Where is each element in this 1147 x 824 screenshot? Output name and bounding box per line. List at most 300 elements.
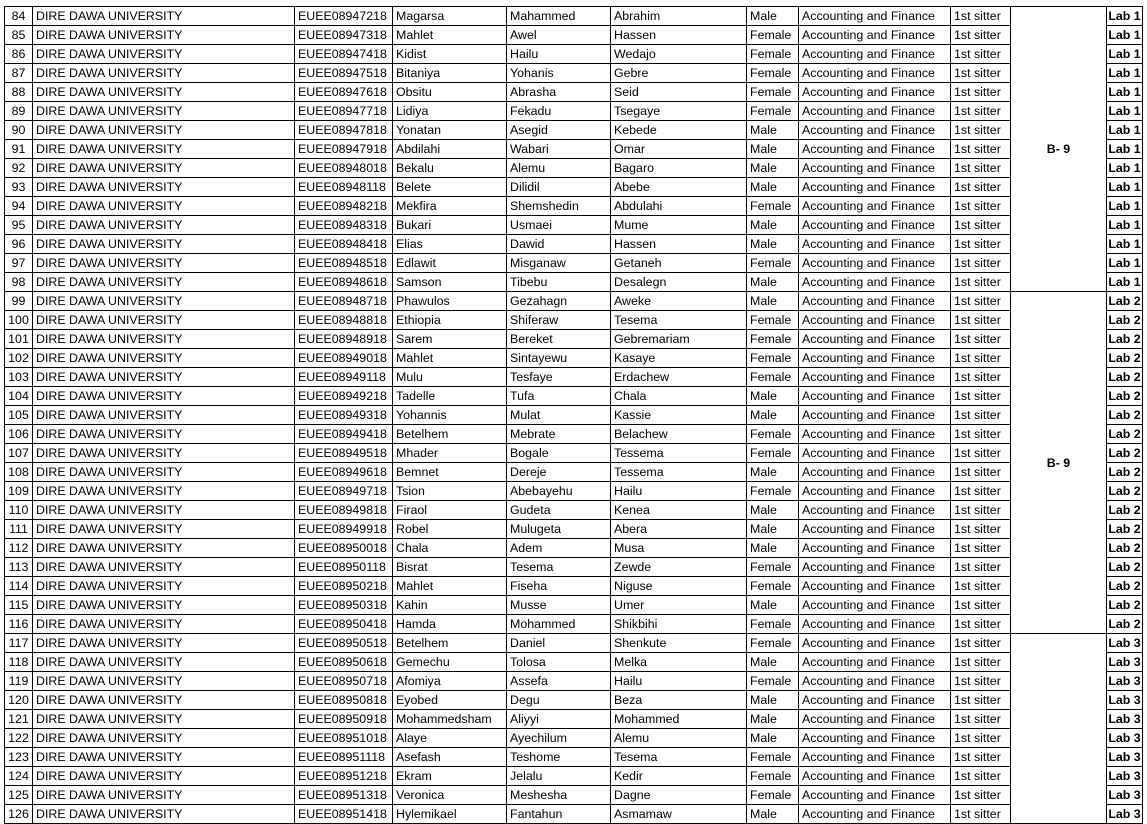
father-name-cell: Shiferaw [507,311,611,330]
registration-id-cell: EUEE08948918 [295,330,393,349]
sitter-cell: 1st sitter [951,558,1011,577]
row-number: 94 [5,197,33,216]
lab-cell: Lab 1 [1107,254,1143,273]
lab-cell: Lab 2 [1107,349,1143,368]
lab-cell: Lab 2 [1107,577,1143,596]
grandfather-name-cell: Umer [611,596,747,615]
grandfather-name-cell: Bagaro [611,159,747,178]
father-name-cell: Yohanis [507,64,611,83]
row-number: 115 [5,596,33,615]
first-name-cell: Bisrat [393,558,507,577]
university-cell: DIRE DAWA UNIVERSITY [33,596,295,615]
father-name-cell: Dilidil [507,178,611,197]
university-cell: DIRE DAWA UNIVERSITY [33,349,295,368]
table-row [5,615,1143,634]
registration-id-cell: EUEE08950918 [295,710,393,729]
father-name-cell: Fiseha [507,577,611,596]
lab-cell: Lab 2 [1107,539,1143,558]
department-cell: Accounting and Finance [799,197,951,216]
lab-cell: Lab 3 [1107,653,1143,672]
grandfather-name-cell: Abdulahi [611,197,747,216]
sitter-cell: 1st sitter [951,653,1011,672]
registration-id-cell: EUEE08948318 [295,216,393,235]
university-cell: DIRE DAWA UNIVERSITY [33,748,295,767]
university-cell: DIRE DAWA UNIVERSITY [33,691,295,710]
department-cell: Accounting and Finance [799,805,951,824]
university-cell: DIRE DAWA UNIVERSITY [33,387,295,406]
registration-id-cell: EUEE08950318 [295,596,393,615]
lab-cell: Lab 3 [1107,691,1143,710]
first-name-cell: Abdilahi [393,140,507,159]
sex-cell: Female [747,482,799,501]
sitter-cell: 1st sitter [951,45,1011,64]
grandfather-name-cell: Getaneh [611,254,747,273]
father-name-cell: Meshesha [507,786,611,805]
sitter-cell: 1st sitter [951,83,1011,102]
father-name-cell: Abrasha [507,83,611,102]
table-row [5,558,1143,577]
registration-id-cell: EUEE08951218 [295,767,393,786]
university-cell: DIRE DAWA UNIVERSITY [33,235,295,254]
sex-cell: Male [747,406,799,425]
sex-cell: Female [747,311,799,330]
row-number: 110 [5,501,33,520]
grandfather-name-cell: Tesema [611,748,747,767]
table-row [5,672,1143,691]
university-cell: DIRE DAWA UNIVERSITY [33,501,295,520]
university-cell: DIRE DAWA UNIVERSITY [33,729,295,748]
first-name-cell: Sarem [393,330,507,349]
row-number: 124 [5,767,33,786]
first-name-cell: Ekram [393,767,507,786]
first-name-cell: Firaol [393,501,507,520]
registration-id-cell: EUEE08949218 [295,387,393,406]
registration-id-cell: EUEE08947318 [295,26,393,45]
father-name-cell: Sintayewu [507,349,611,368]
registration-id-cell: EUEE08950718 [295,672,393,691]
university-cell: DIRE DAWA UNIVERSITY [33,805,295,824]
row-number: 100 [5,311,33,330]
university-cell: DIRE DAWA UNIVERSITY [33,292,295,311]
department-cell: Accounting and Finance [799,444,951,463]
table-row [5,102,1143,121]
father-name-cell: Mohammed [507,615,611,634]
first-name-cell: Robel [393,520,507,539]
lab-cell: Lab 1 [1107,216,1143,235]
department-cell: Accounting and Finance [799,672,951,691]
department-cell: Accounting and Finance [799,387,951,406]
row-number: 102 [5,349,33,368]
sex-cell: Male [747,121,799,140]
row-number: 101 [5,330,33,349]
university-cell: DIRE DAWA UNIVERSITY [33,520,295,539]
university-cell: DIRE DAWA UNIVERSITY [33,615,295,634]
sex-cell: Female [747,197,799,216]
sitter-cell: 1st sitter [951,615,1011,634]
grandfather-name-cell: Abera [611,520,747,539]
table-row [5,368,1143,387]
first-name-cell: Magarsa [393,7,507,26]
sitter-cell: 1st sitter [951,596,1011,615]
sex-cell: Female [747,254,799,273]
sex-cell: Male [747,7,799,26]
table-row [5,235,1143,254]
sitter-cell: 1st sitter [951,444,1011,463]
table-row [5,729,1143,748]
row-number: 98 [5,273,33,292]
sitter-cell: 1st sitter [951,482,1011,501]
row-number: 96 [5,235,33,254]
table-row [5,121,1143,140]
lab-cell: Lab 2 [1107,463,1143,482]
first-name-cell: Yohannis [393,406,507,425]
lab-cell: Lab 2 [1107,520,1143,539]
row-number: 84 [5,7,33,26]
department-cell: Accounting and Finance [799,748,951,767]
sex-cell: Female [747,64,799,83]
lab-cell: Lab 1 [1107,26,1143,45]
father-name-cell: Jelalu [507,767,611,786]
department-cell: Accounting and Finance [799,482,951,501]
row-number: 125 [5,786,33,805]
first-name-cell: Mulu [393,368,507,387]
father-name-cell: Tufa [507,387,611,406]
sex-cell: Female [747,45,799,64]
department-cell: Accounting and Finance [799,368,951,387]
sitter-cell: 1st sitter [951,501,1011,520]
table-row [5,425,1143,444]
table-row [5,805,1143,824]
father-name-cell: Tesema [507,558,611,577]
registration-id-cell: EUEE08947918 [295,140,393,159]
room-cell [1011,634,1107,824]
department-cell: Accounting and Finance [799,691,951,710]
department-cell: Accounting and Finance [799,83,951,102]
sex-cell: Female [747,368,799,387]
sitter-cell: 1st sitter [951,463,1011,482]
first-name-cell: Edlawit [393,254,507,273]
grandfather-name-cell: Melka [611,653,747,672]
lab-cell: Lab 2 [1107,387,1143,406]
grandfather-name-cell: Tessema [611,463,747,482]
grandfather-name-cell: Belachew [611,425,747,444]
table-row [5,653,1143,672]
registration-id-cell: EUEE08949518 [295,444,393,463]
department-cell: Accounting and Finance [799,7,951,26]
sex-cell: Female [747,786,799,805]
registration-id-cell: EUEE08950818 [295,691,393,710]
row-number: 117 [5,634,33,653]
grandfather-name-cell: Zewde [611,558,747,577]
grandfather-name-cell: Hassen [611,26,747,45]
grandfather-name-cell: Hailu [611,672,747,691]
table-row [5,596,1143,615]
sex-cell: Male [747,387,799,406]
father-name-cell: Awel [507,26,611,45]
registration-id-cell: EUEE08947718 [295,102,393,121]
table-row [5,330,1143,349]
registration-id-cell: EUEE08947418 [295,45,393,64]
registration-id-cell: EUEE08948018 [295,159,393,178]
sitter-cell: 1st sitter [951,786,1011,805]
first-name-cell: Yonatan [393,121,507,140]
sitter-cell: 1st sitter [951,311,1011,330]
sex-cell: Female [747,102,799,121]
row-number: 99 [5,292,33,311]
father-name-cell: Aliyyi [507,710,611,729]
row-number: 86 [5,45,33,64]
lab-cell: Lab 2 [1107,311,1143,330]
sex-cell: Male [747,463,799,482]
department-cell: Accounting and Finance [799,216,951,235]
sex-cell: Female [747,330,799,349]
grandfather-name-cell: Tsegaye [611,102,747,121]
table-row [5,501,1143,520]
row-number: 85 [5,26,33,45]
department-cell: Accounting and Finance [799,786,951,805]
father-name-cell: Mebrate [507,425,611,444]
first-name-cell: Betelhem [393,425,507,444]
table-row [5,197,1143,216]
first-name-cell: Veronica [393,786,507,805]
lab-cell: Lab 2 [1107,558,1143,577]
row-number: 89 [5,102,33,121]
sitter-cell: 1st sitter [951,691,1011,710]
grandfather-name-cell: Wedajo [611,45,747,64]
sitter-cell: 1st sitter [951,710,1011,729]
row-number: 105 [5,406,33,425]
sex-cell: Male [747,520,799,539]
father-name-cell: Tibebu [507,273,611,292]
lab-cell: Lab 2 [1107,596,1143,615]
registration-id-cell: EUEE08950518 [295,634,393,653]
sitter-cell: 1st sitter [951,197,1011,216]
row-number: 116 [5,615,33,634]
department-cell: Accounting and Finance [799,102,951,121]
lab-cell: Lab 2 [1107,406,1143,425]
grandfather-name-cell: Seid [611,83,747,102]
sitter-cell: 1st sitter [951,121,1011,140]
father-name-cell: Bereket [507,330,611,349]
row-number: 91 [5,140,33,159]
sex-cell: Male [747,273,799,292]
grandfather-name-cell: Omar [611,140,747,159]
lab-cell: Lab 2 [1107,482,1143,501]
row-number: 87 [5,64,33,83]
university-cell: DIRE DAWA UNIVERSITY [33,539,295,558]
row-number: 126 [5,805,33,824]
registration-id-cell: EUEE08950118 [295,558,393,577]
first-name-cell: Tsion [393,482,507,501]
registration-id-cell: EUEE08949318 [295,406,393,425]
registration-id-cell: EUEE08947218 [295,7,393,26]
university-cell: DIRE DAWA UNIVERSITY [33,368,295,387]
father-name-cell: Adem [507,539,611,558]
registration-id-cell: EUEE08950018 [295,539,393,558]
registration-id-cell: EUEE08948118 [295,178,393,197]
father-name-cell: Teshome [507,748,611,767]
row-number: 104 [5,387,33,406]
father-name-cell: Hailu [507,45,611,64]
grandfather-name-cell: Hailu [611,482,747,501]
sex-cell: Female [747,425,799,444]
university-cell: DIRE DAWA UNIVERSITY [33,330,295,349]
father-name-cell: Mulat [507,406,611,425]
lab-cell: Lab 3 [1107,767,1143,786]
table-row [5,45,1143,64]
first-name-cell: Tadelle [393,387,507,406]
department-cell: Accounting and Finance [799,729,951,748]
sex-cell: Male [747,710,799,729]
grandfather-name-cell: Hassen [611,235,747,254]
first-name-cell: Gemechu [393,653,507,672]
father-name-cell: Degu [507,691,611,710]
sex-cell: Male [747,805,799,824]
department-cell: Accounting and Finance [799,254,951,273]
row-number: 113 [5,558,33,577]
department-cell: Accounting and Finance [799,710,951,729]
university-cell: DIRE DAWA UNIVERSITY [33,140,295,159]
sex-cell: Female [747,558,799,577]
department-cell: Accounting and Finance [799,45,951,64]
lab-cell: Lab 1 [1107,121,1143,140]
row-number: 121 [5,710,33,729]
table-row [5,387,1143,406]
sitter-cell: 1st sitter [951,273,1011,292]
father-name-cell: Ayechilum [507,729,611,748]
father-name-cell: Dawid [507,235,611,254]
table-row [5,767,1143,786]
department-cell: Accounting and Finance [799,273,951,292]
first-name-cell: Phawulos [393,292,507,311]
university-cell: DIRE DAWA UNIVERSITY [33,254,295,273]
row-number: 106 [5,425,33,444]
father-name-cell: Misganaw [507,254,611,273]
lab-cell: Lab 1 [1107,197,1143,216]
grandfather-name-cell: Shikbihi [611,615,747,634]
department-cell: Accounting and Finance [799,140,951,159]
sex-cell: Female [747,615,799,634]
department-cell: Accounting and Finance [799,292,951,311]
registration-id-cell: EUEE08949018 [295,349,393,368]
registration-id-cell: EUEE08948618 [295,273,393,292]
department-cell: Accounting and Finance [799,615,951,634]
grandfather-name-cell: Mume [611,216,747,235]
table-row [5,159,1143,178]
father-name-cell: Gezahagn [507,292,611,311]
university-cell: DIRE DAWA UNIVERSITY [33,767,295,786]
department-cell: Accounting and Finance [799,653,951,672]
father-name-cell: Musse [507,596,611,615]
sitter-cell: 1st sitter [951,64,1011,83]
sitter-cell: 1st sitter [951,216,1011,235]
first-name-cell: Bemnet [393,463,507,482]
department-cell: Accounting and Finance [799,235,951,254]
registration-id-cell: EUEE08949418 [295,425,393,444]
row-number: 118 [5,653,33,672]
grandfather-name-cell: Kebede [611,121,747,140]
first-name-cell: Obsitu [393,83,507,102]
grandfather-name-cell: Aweke [611,292,747,311]
sex-cell: Male [747,159,799,178]
father-name-cell: Bogale [507,444,611,463]
sitter-cell: 1st sitter [951,26,1011,45]
table-row [5,482,1143,501]
father-name-cell: Alemu [507,159,611,178]
university-cell: DIRE DAWA UNIVERSITY [33,482,295,501]
registration-id-cell: EUEE08947618 [295,83,393,102]
table-row [5,216,1143,235]
lab-cell: Lab 3 [1107,748,1143,767]
sitter-cell: 1st sitter [951,368,1011,387]
grandfather-name-cell: Shenkute [611,634,747,653]
first-name-cell: Bekalu [393,159,507,178]
sitter-cell: 1st sitter [951,406,1011,425]
grandfather-name-cell: Gebre [611,64,747,83]
sitter-cell: 1st sitter [951,102,1011,121]
sex-cell: Male [747,235,799,254]
first-name-cell: Ethiopia [393,311,507,330]
university-cell: DIRE DAWA UNIVERSITY [33,406,295,425]
row-number: 107 [5,444,33,463]
room-cell: B- 9 [1011,7,1107,292]
lab-cell: Lab 3 [1107,729,1143,748]
university-cell: DIRE DAWA UNIVERSITY [33,64,295,83]
university-cell: DIRE DAWA UNIVERSITY [33,178,295,197]
sitter-cell: 1st sitter [951,577,1011,596]
first-name-cell: Lidiya [393,102,507,121]
table-row [5,26,1143,45]
university-cell: DIRE DAWA UNIVERSITY [33,653,295,672]
department-cell: Accounting and Finance [799,26,951,45]
registration-id-cell: EUEE08948218 [295,197,393,216]
table-row [5,273,1143,292]
sitter-cell: 1st sitter [951,159,1011,178]
department-cell: Accounting and Finance [799,121,951,140]
lab-cell: Lab 1 [1107,140,1143,159]
registration-id-cell: EUEE08950218 [295,577,393,596]
grandfather-name-cell: Mohammed [611,710,747,729]
university-cell: DIRE DAWA UNIVERSITY [33,672,295,691]
first-name-cell: Chala [393,539,507,558]
table-row [5,520,1143,539]
lab-cell: Lab 2 [1107,501,1143,520]
grandfather-name-cell: Abrahim [611,7,747,26]
registration-id-cell: EUEE08951418 [295,805,393,824]
first-name-cell: Asefash [393,748,507,767]
row-number: 92 [5,159,33,178]
university-cell: DIRE DAWA UNIVERSITY [33,26,295,45]
father-name-cell: Shemshedin [507,197,611,216]
lab-cell: Lab 2 [1107,368,1143,387]
registration-id-cell: EUEE08948818 [295,311,393,330]
first-name-cell: Mahlet [393,577,507,596]
lab-cell: Lab 2 [1107,292,1143,311]
sex-cell: Male [747,729,799,748]
department-cell: Accounting and Finance [799,349,951,368]
father-name-cell: Dereje [507,463,611,482]
table-row [5,577,1143,596]
father-name-cell: Assefa [507,672,611,691]
father-name-cell: Abebayehu [507,482,611,501]
department-cell: Accounting and Finance [799,311,951,330]
university-cell: DIRE DAWA UNIVERSITY [33,83,295,102]
first-name-cell: Betelhem [393,634,507,653]
university-cell: DIRE DAWA UNIVERSITY [33,216,295,235]
table-row [5,178,1143,197]
department-cell: Accounting and Finance [799,159,951,178]
university-cell: DIRE DAWA UNIVERSITY [33,311,295,330]
